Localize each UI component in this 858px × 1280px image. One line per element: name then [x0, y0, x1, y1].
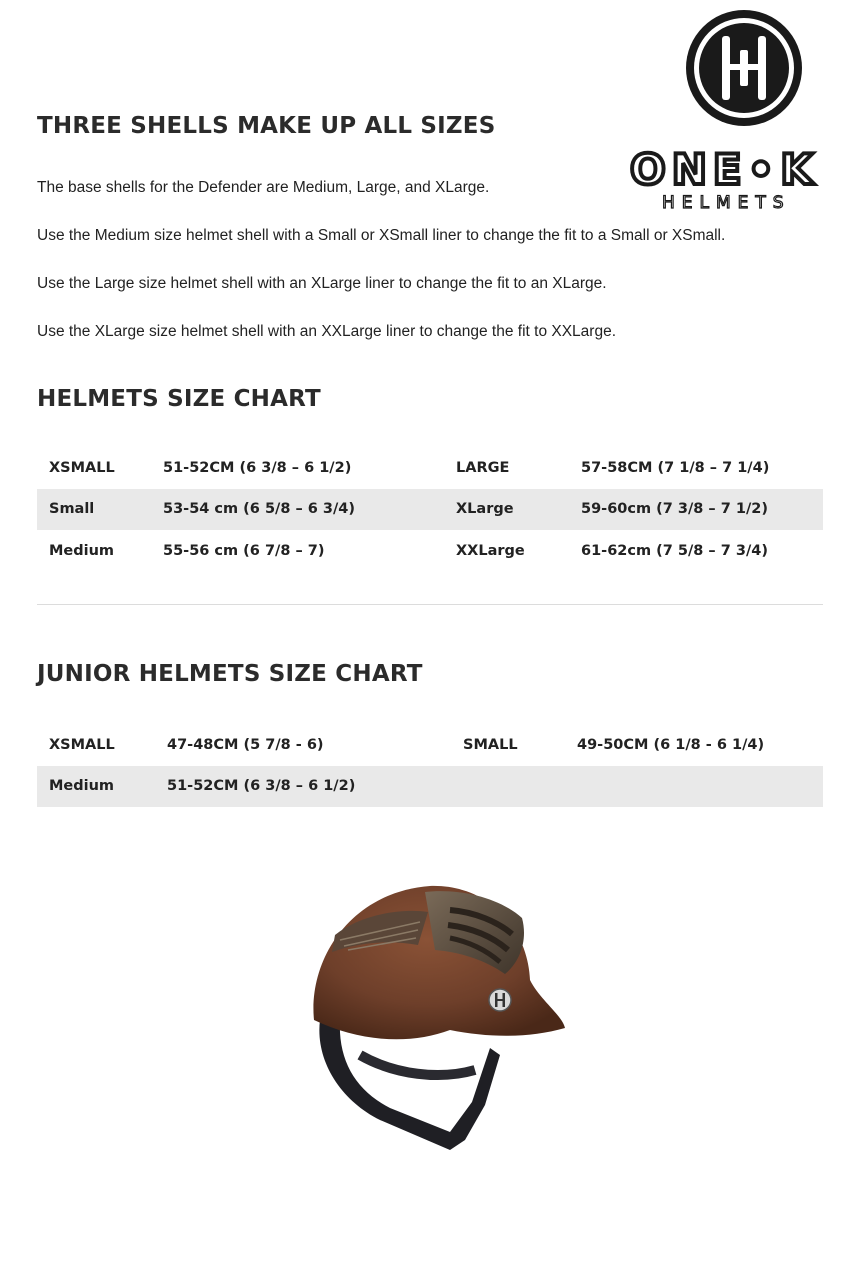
size-measure: 61-62cm (7 5/8 – 7 3/4)	[581, 542, 768, 559]
size-name: XSMALL	[49, 459, 115, 476]
brand-logo	[630, 8, 858, 212]
size-measure: 57-58CM (7 1/8 – 7 1/4)	[581, 459, 770, 476]
table-row	[37, 724, 823, 766]
size-measure	[565, 766, 823, 808]
size-name	[451, 766, 565, 808]
shells-paragraph-3: Use the Large size helmet shell with an XLarge liner to change the fit to an XLarge.	[37, 275, 607, 292]
logo-wordmark-text: ONE•K	[630, 146, 819, 192]
size-measure: 59-60cm (7 3/8 – 7 1/2)	[569, 489, 823, 531]
size-name: XXLarge	[456, 542, 525, 559]
adult-size-table	[37, 447, 823, 572]
size-measure: 49-50CM (6 1/8 - 6 1/4)	[577, 736, 765, 753]
size-measure: 51-52CM (6 3/8 – 6 1/2)	[163, 459, 352, 476]
logo-subtitle	[660, 190, 856, 212]
size-measure: 51-52CM (6 3/8 – 6 1/2)	[155, 766, 451, 808]
shells-paragraph-2: Use the Medium size helmet shell with a Small or XSmall liner to change the fit to a Small or XSmall.	[37, 227, 726, 244]
shells-paragraph-4: Use the XLarge size helmet shell with an XXLarge liner to change the fit to XXLarge.	[37, 323, 617, 340]
size-name: SMALL	[463, 736, 518, 753]
size-name: XSMALL	[49, 736, 115, 753]
table-row	[37, 766, 823, 808]
size-name: LARGE	[456, 459, 510, 476]
size-name: Medium	[37, 766, 155, 808]
shells-heading: THREE SHELLS MAKE UP ALL SIZES	[37, 113, 496, 139]
table-row	[37, 530, 823, 572]
size-measure: 53-54 cm (6 5/8 – 6 3/4)	[151, 489, 444, 531]
one-k-emblem-icon	[684, 8, 804, 128]
size-measure: 47-48CM (5 7/8 - 6)	[167, 736, 324, 753]
table-row	[37, 489, 823, 531]
size-name: Medium	[49, 542, 115, 559]
adult-chart-heading: HELMETS SIZE CHART	[37, 386, 321, 412]
shells-paragraph-1: The base shells for the Defender are Medium, Large, and XLarge.	[37, 179, 490, 196]
section-divider	[37, 604, 823, 605]
junior-chart-heading: JUNIOR HELMETS SIZE CHART	[37, 661, 423, 687]
logo-subtitle-text: HELMETS	[662, 193, 791, 212]
size-name: Small	[37, 489, 151, 531]
logo-wordmark	[630, 146, 856, 192]
table-row	[37, 447, 823, 489]
size-name: XLarge	[444, 489, 569, 531]
junior-size-table	[37, 724, 823, 807]
size-measure: 55-56 cm (6 7/8 – 7)	[163, 542, 325, 559]
helmet-product-image	[300, 870, 575, 1160]
